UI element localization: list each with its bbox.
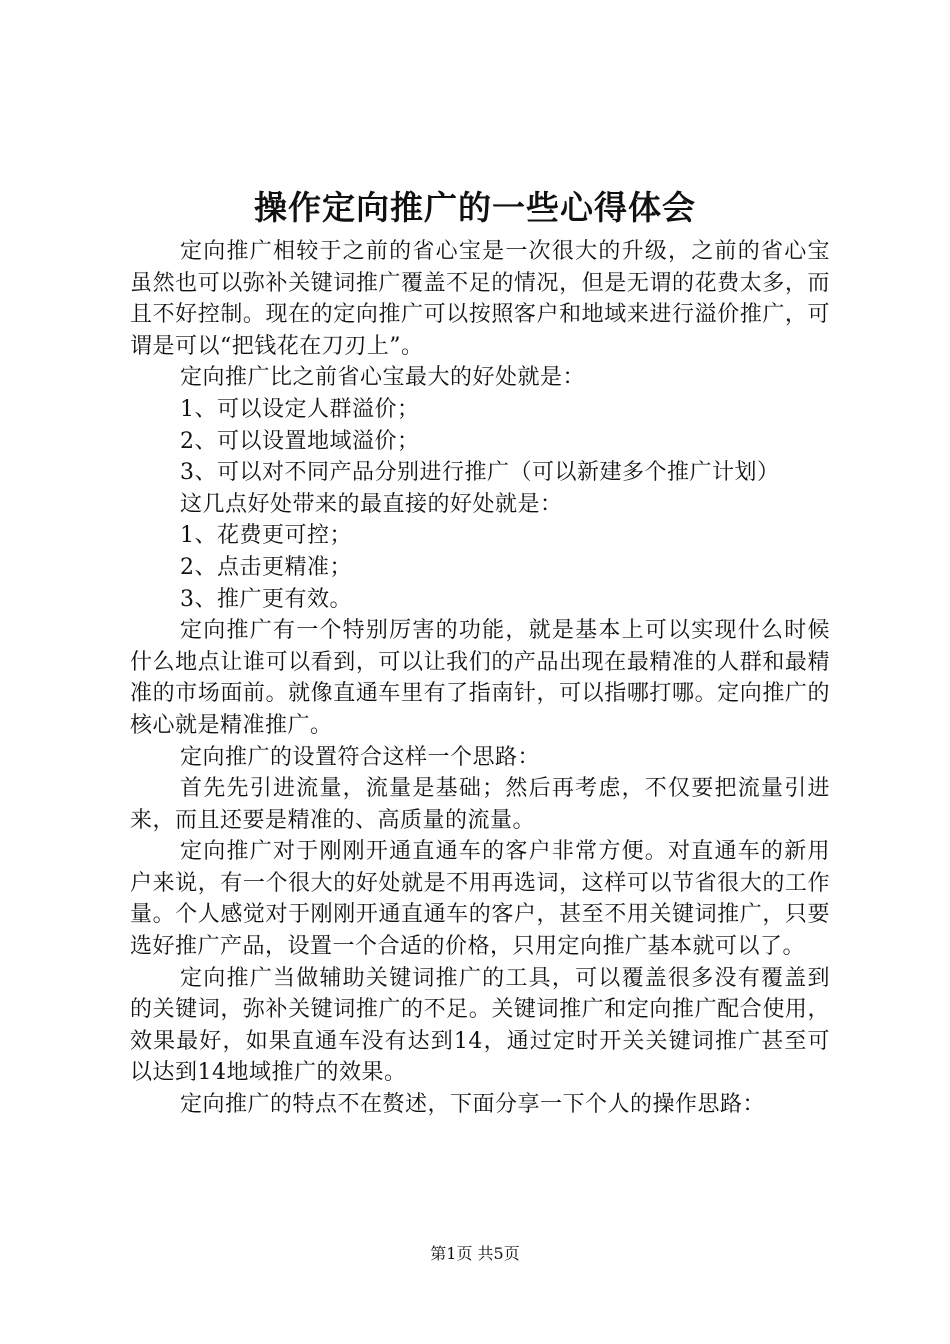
paragraph: 定向推广相较于之前的省心宝是一次很大的升级，之前的省心宝虽然也可以弥补关键词推广覆盖不足的情况，但是无谓的花费太多，而且不好控制。现在的定向推广可以按照客户和地域来进行溢价推广，可谓是可以“把钱花在刀刃上”。 <box>130 239 830 359</box>
paragraph: 首先先引进流量，流量是基础；然后再考虑，不仅要把流量引进来，而且还要是精准的、高质量的流量。 <box>130 776 830 833</box>
paragraph: 定向推广当做辅助关键词推广的工具，可以覆盖很多没有覆盖到的关键词，弥补关键词推广的不足。关键词推广和定向推广配合使用，效果最好，如果直通车没有达到14，通过定时开关关键词推广甚至可以达到14地域推广的效果。 <box>130 965 830 1086</box>
paragraph: 定向推广的设置符合这样一个思路： <box>180 744 541 770</box>
paragraph: 定向推广的特点不在赘述，下面分享一下个人的操作思路： <box>180 1092 766 1118</box>
list-item: 3、推广更有效。 <box>180 586 352 612</box>
document-title: 操作定向推广的一些心得体会 <box>254 188 696 227</box>
page-footer: 第1页 共5页 <box>430 1244 520 1263</box>
list-item: 3、可以对不同产品分别进行推广（可以新建多个推广计划） <box>180 460 780 486</box>
document-body <box>130 236 830 1121</box>
list-item: 1、花费更可控； <box>180 523 352 549</box>
list-item: 2、可以设置地域溢价； <box>180 428 420 454</box>
paragraph: 这几点好处带来的最直接的好处就是： <box>180 491 563 517</box>
list-item: 2、点击更精准； <box>180 554 352 580</box>
list-item: 1、可以设定人群溢价； <box>180 396 420 422</box>
paragraph: 定向推广比之前省心宝最大的好处就是： <box>180 365 586 391</box>
paragraph: 定向推广对于刚刚开通直通车的客户非常方便。对直通车的新用户来说，有一个很大的好处就是不用再选词，这样可以节省很大的工作量。个人感觉对于刚刚开通直通车的客户，甚至不用关键词推广，只要选好推广产品，设置一个合适的价格，只用定向推广基本就可以了。 <box>130 839 830 960</box>
paragraph: 定向推广有一个特别厉害的功能，就是基本上可以实现什么时候什么地点让谁可以看到，可以让我们的产品出现在最精准的人群和最精准的市场面前。就像直通车里有了指南针，可以指哪打哪。定向推广的核心就是精准推广。 <box>130 618 830 738</box>
